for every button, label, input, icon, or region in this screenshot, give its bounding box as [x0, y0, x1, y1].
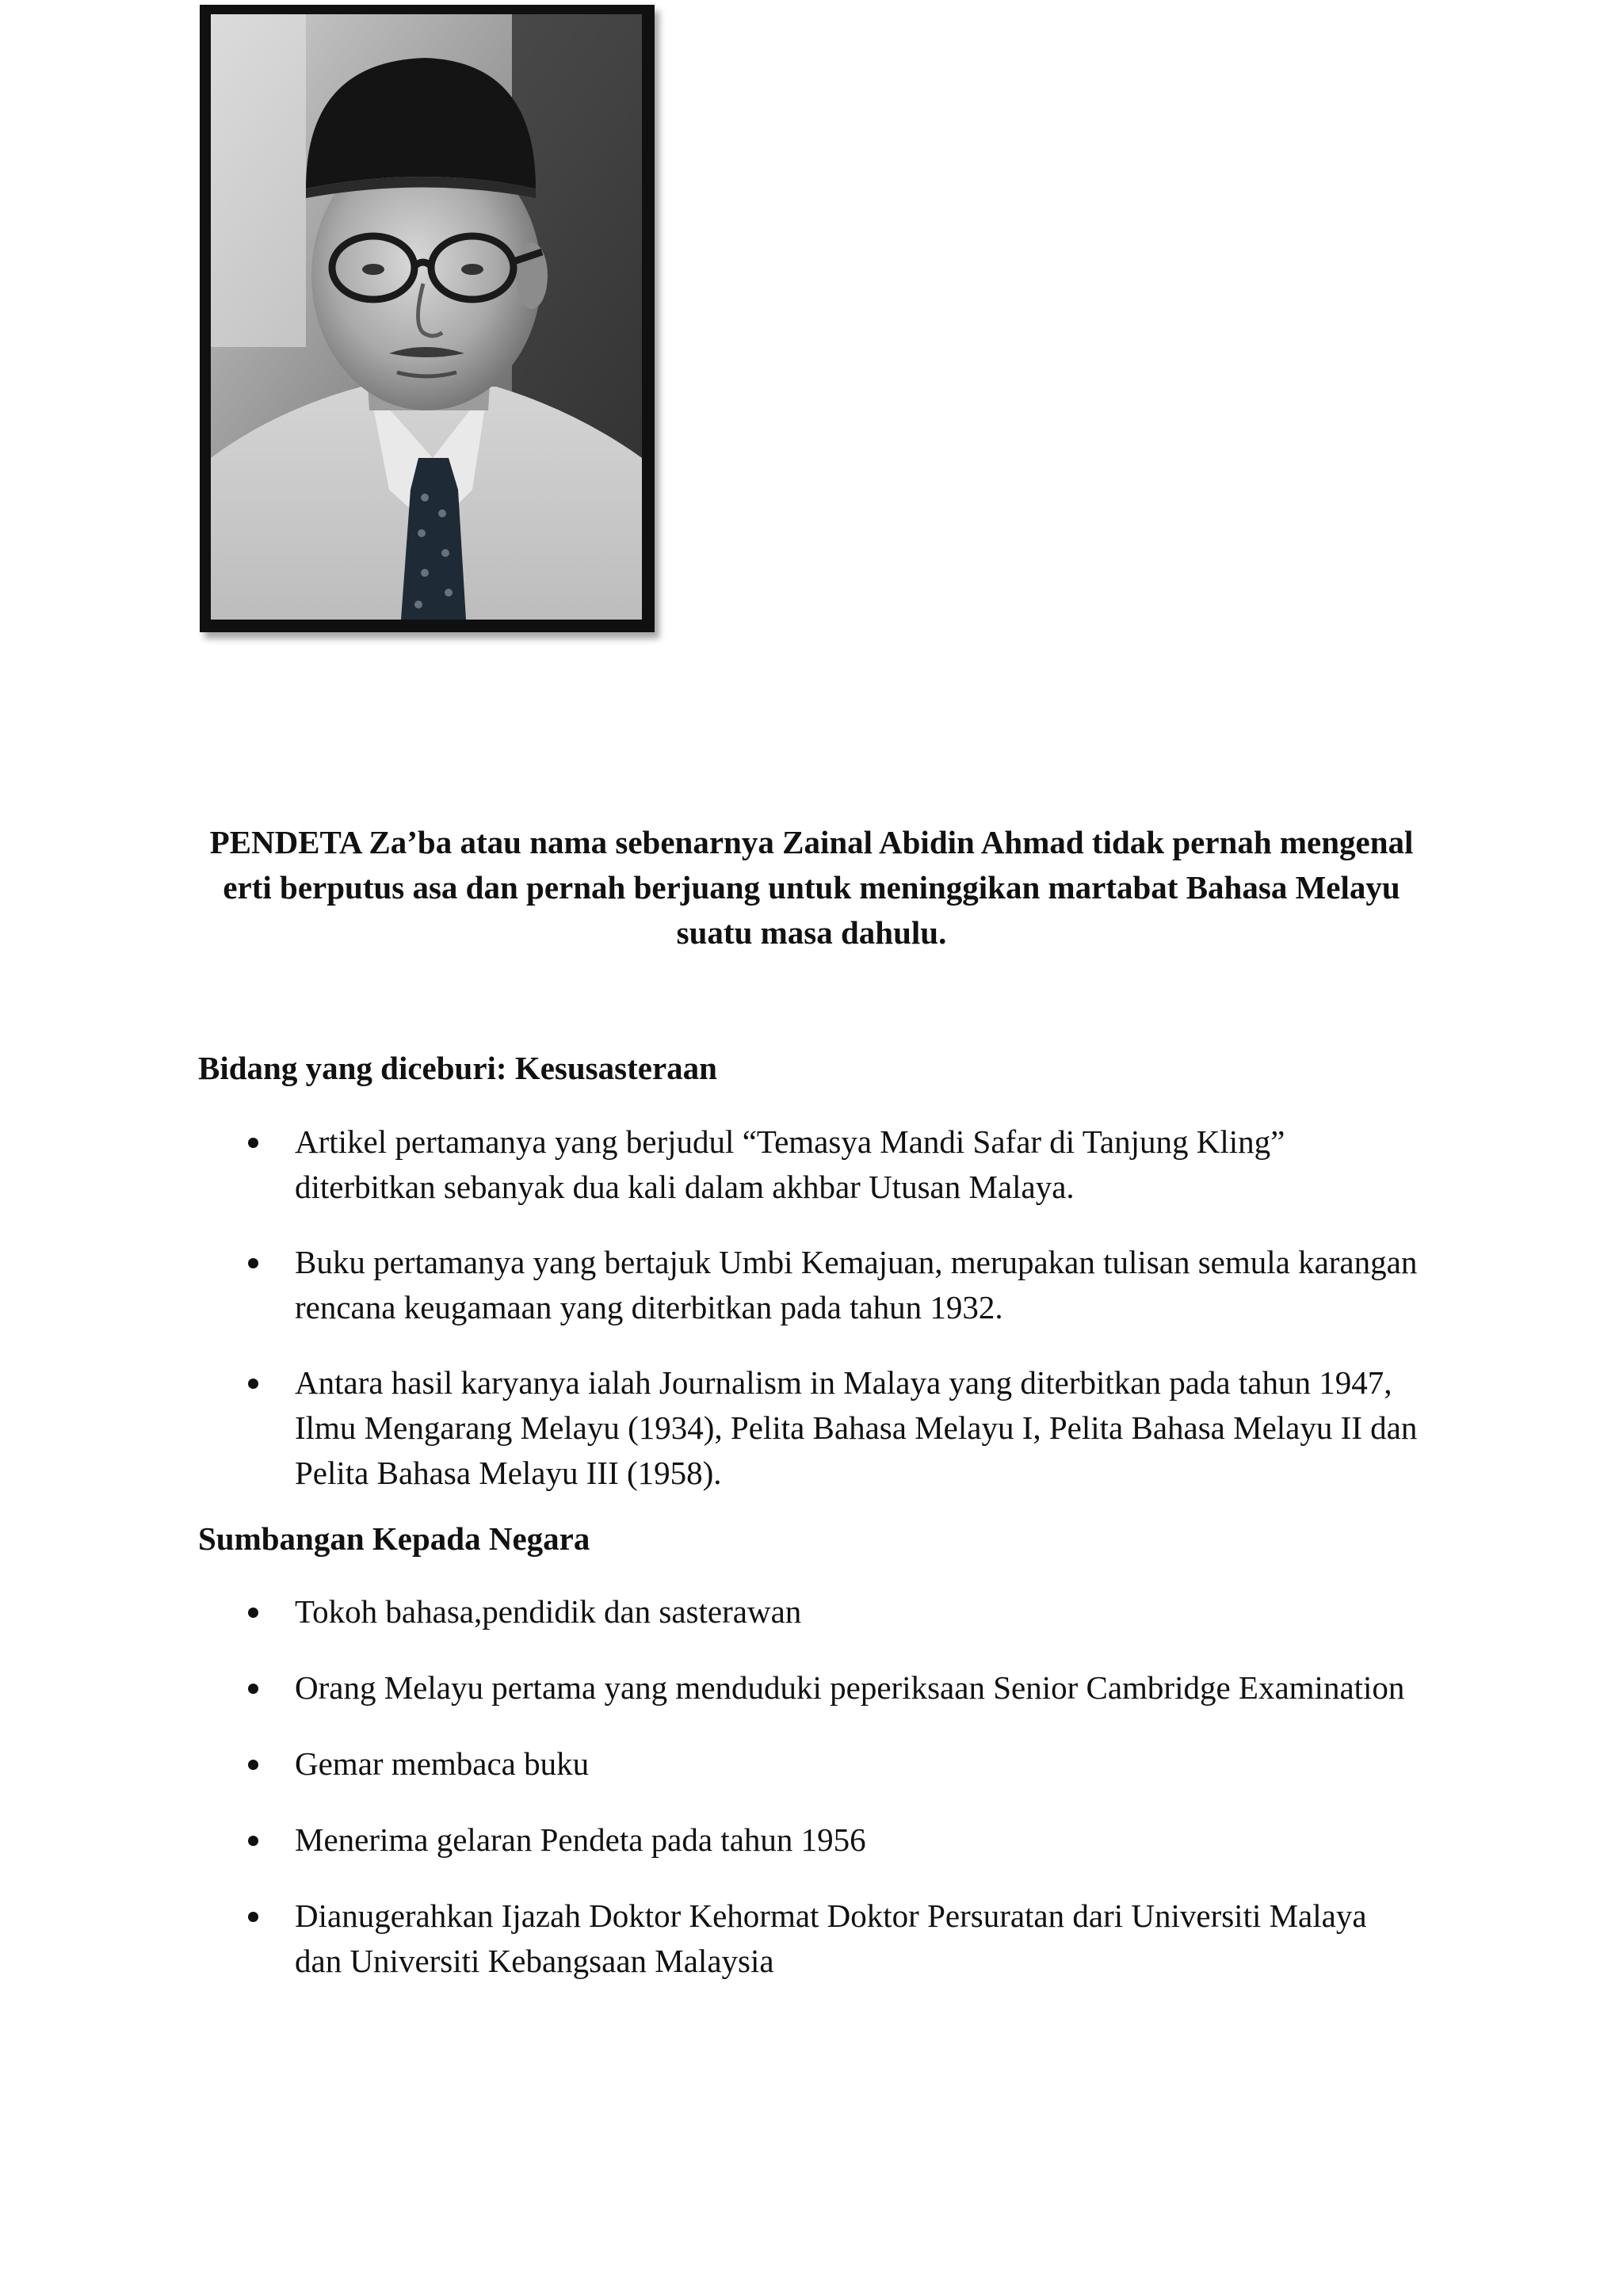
- bullet-icon: [248, 1258, 258, 1268]
- intro-line: PENDETA Za’ba atau nama sebenarnya Zainal Abidin Ahmad tidak pernah mengenal: [209, 824, 1414, 860]
- bullet-icon: [248, 1836, 258, 1846]
- list-item-line: Buku pertamanya yang bertajuk Umbi Kemajuan, merupakan tulisan semula karangan: [295, 1244, 1418, 1280]
- list-item-line: Dianugerahkan Ijazah Doktor Kehormat Doktor Persuratan dari Universiti Malaya: [295, 1897, 1367, 1934]
- list-item-line: Ilmu Mengarang Melayu (1934), Pelita Bahasa Melayu I, Pelita Bahasa Melayu II dan: [295, 1409, 1418, 1446]
- list-item-line: Antara hasil karyanya ialah Journalism in Malaya yang diterbitkan pada tahun 1947,: [295, 1364, 1392, 1401]
- list-item-line: diterbitkan sebanyak dua kali dalam akhbar Utusan Malaya.: [295, 1169, 1075, 1205]
- list-item-line: Orang Melayu pertama yang menduduki peperiksaan Senior Cambridge Examination: [295, 1669, 1405, 1706]
- bullet-icon: [248, 1912, 258, 1922]
- bullet-icon: [248, 1608, 258, 1618]
- intro-line: suatu masa dahulu.: [676, 914, 947, 951]
- bullet-icon: [248, 1760, 258, 1770]
- portrait-photo: [211, 14, 642, 620]
- list-item: [0, 1119, 1623, 1210]
- portrait-illustration: [211, 14, 642, 620]
- list-item: [0, 1360, 1623, 1496]
- list-item-line: Tokoh bahasa,pendidik dan sasterawan: [295, 1593, 802, 1630]
- section-heading-sumbangan: Sumbangan Kepada Negara: [198, 1520, 590, 1557]
- list-item-line: rencana keugamaan yang diterbitkan pada tahun 1932.: [295, 1289, 1003, 1325]
- list-item: [0, 1240, 1623, 1330]
- bullet-icon: [248, 1684, 258, 1694]
- sumbangan-list: [0, 1589, 1623, 2015]
- list-item: [0, 1741, 1623, 1787]
- list-item-line: Gemar membaca buku: [295, 1745, 590, 1782]
- list-item: [0, 1894, 1623, 1984]
- section-heading-kesusasteraan: Bidang yang diceburi: Kesusasteraan: [198, 1050, 717, 1086]
- list-item-line: dan Universiti Kebangsaan Malaysia: [295, 1943, 774, 1979]
- list-item-line: Artikel pertamanya yang berjudul “Temasya Mandi Safar di Tanjung Kling”: [295, 1123, 1285, 1160]
- intro-line: erti berputus asa dan pernah berjuang untuk meninggikan martabat Bahasa Melayu: [223, 869, 1400, 906]
- bullet-icon: [248, 1138, 258, 1148]
- list-item-line: Menerima gelaran Pendeta pada tahun 1956: [295, 1821, 866, 1858]
- list-item: [0, 1665, 1623, 1711]
- bullet-icon: [248, 1379, 258, 1389]
- list-item: [0, 1817, 1623, 1863]
- list-item-line: Pelita Bahasa Melayu III (1958).: [295, 1455, 722, 1491]
- kesusasteraan-list: [0, 1119, 1623, 1526]
- portrait-photo-frame: [200, 5, 655, 632]
- list-item: [0, 1589, 1623, 1634]
- intro-paragraph: [174, 820, 1449, 955]
